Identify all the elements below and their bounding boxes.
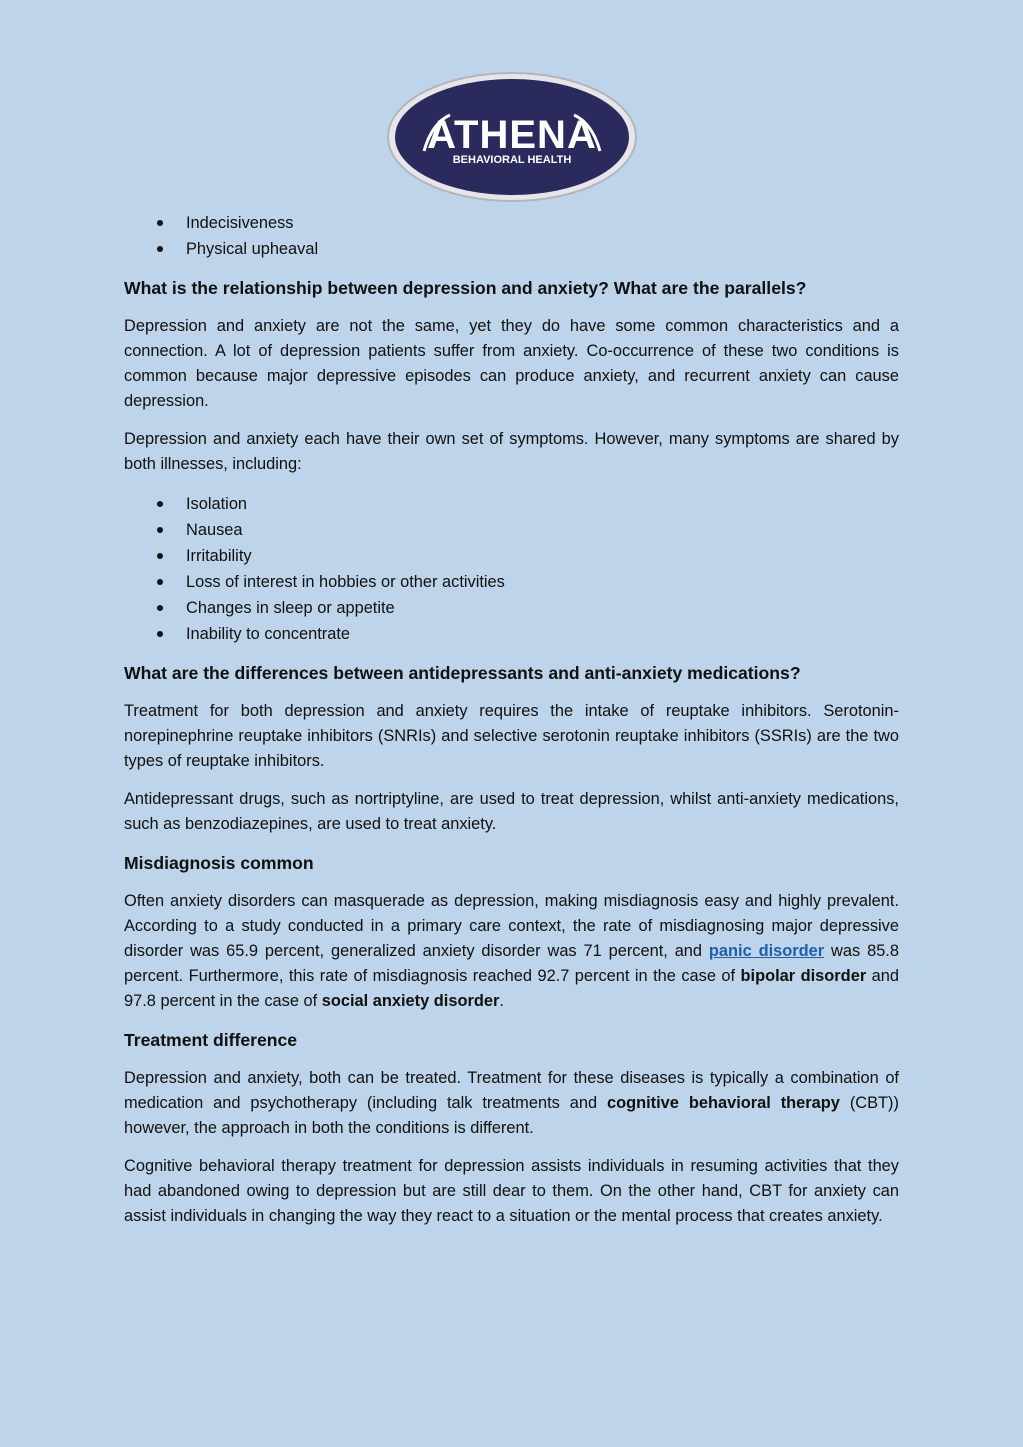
list-item: Irritability bbox=[124, 543, 899, 569]
bullet-icon bbox=[157, 553, 163, 559]
list-item: Loss of interest in hobbies or other activities bbox=[124, 569, 899, 595]
heading-misdiagnosis: Misdiagnosis common bbox=[124, 853, 314, 873]
bullet-icon bbox=[157, 579, 163, 585]
bullet-icon bbox=[157, 527, 163, 533]
list-item: Isolation bbox=[124, 491, 899, 517]
article-body bbox=[124, 210, 899, 1229]
athena-logo bbox=[386, 71, 638, 203]
list-item: Inability to concentrate bbox=[124, 621, 899, 647]
athena-logo-graphic bbox=[386, 71, 638, 203]
bullet-icon bbox=[157, 631, 163, 637]
list-item: Indecisiveness bbox=[124, 210, 899, 236]
paragraph-treatment-1: Depression and anxiety, both can be treated. Treatment for these diseases is typically a combination of medication and psychotherapy (including talk treatments and cognitive behavioral therapy (CBT)) however, the approach in both the conditions is different. bbox=[124, 1069, 899, 1137]
symptom-list-top bbox=[124, 210, 899, 262]
heading-treatment: Treatment difference bbox=[124, 1030, 298, 1050]
list-item: Changes in sleep or appetite bbox=[124, 595, 899, 621]
list-item: Nausea bbox=[124, 517, 899, 543]
bullet-icon bbox=[157, 220, 163, 226]
logo-tagline: BEHAVIORAL HEALTH bbox=[452, 154, 572, 166]
heading-relationship: What is the relationship between depression and anxiety? What are the parallels? bbox=[124, 278, 807, 298]
paragraph-treatment-2: Cognitive behavioral therapy treatment for depression assists individuals in resuming activities that they had abandoned owing to depression but are still dear to them. On the other hand, CBT for anxiety can assist individuals in changing the way they react to a situation or the mental process that creates anxiety. bbox=[124, 1157, 899, 1225]
shared-symptoms-list bbox=[124, 491, 899, 647]
bullet-icon bbox=[157, 246, 163, 252]
logo-wordmark: ATHENA bbox=[427, 113, 597, 157]
panic-disorder-link[interactable]: panic disorder bbox=[708, 942, 825, 960]
bullet-icon bbox=[157, 501, 163, 507]
bullet-icon bbox=[157, 605, 163, 611]
heading-differences: What are the differences between antidepressants and anti-anxiety medications? bbox=[124, 663, 801, 683]
paragraph-differences-1: Treatment for both depression and anxiety requires the intake of reuptake inhibitors. Serotonin-norepinephrine reuptake inhibitors (SNRIs) and selective serotonin reuptake inhibitors (SSRIs) are the two types of reuptake inhibitors. bbox=[124, 702, 899, 770]
paragraph-differences-2: Antidepressant drugs, such as nortriptyline, are used to treat depression, whilst anti-anxiety medications, such as benzodiazepines, are used to treat anxiety. bbox=[124, 790, 899, 833]
list-item: Physical upheaval bbox=[124, 236, 899, 262]
paragraph-misdiagnosis: Often anxiety disorders can masquerade as depression, making misdiagnosis easy and highly prevalent. According to a study conducted in a primary care context, the rate of misdiagnosing major depressive disorder was 65.9 percent, generalized anxiety disorder was 71 percent, and panic disorder was 85.8 percent. Furthermore, this rate of misdiagnosis reached 92.7 percent in the case of bipolar disorder and 97.8 percent in the case of social anxiety disorder. bbox=[124, 892, 899, 1010]
paragraph-relationship-2: Depression and anxiety each have their own set of symptoms. However, many symptoms are shared by both illnesses, including: bbox=[124, 430, 899, 473]
paragraph-relationship-1: Depression and anxiety are not the same, yet they do have some common characteristics and a connection. A lot of depression patients suffer from anxiety. Co-occurrence of these two conditions is common because major depressive episodes can produce anxiety, and recurrent anxiety can cause depression. bbox=[124, 317, 899, 410]
